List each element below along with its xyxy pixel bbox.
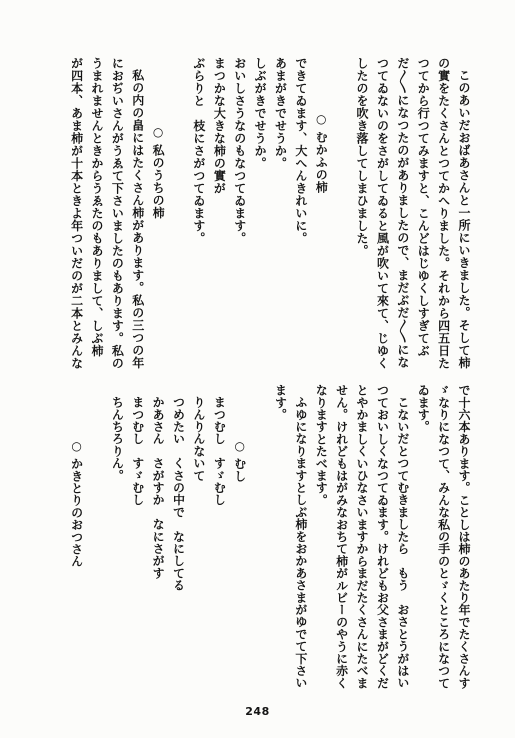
text-column: せん。けれどもはがみなおちて柿がルビーのやうに赤く bbox=[334, 384, 349, 689]
poem-line: まつむし すゞむし bbox=[212, 396, 227, 507]
text-column: で十六本あります。ことしは柿のあたり年でたくさんす bbox=[457, 384, 471, 689]
text-column: ます。 bbox=[273, 384, 288, 421]
text-column: ふゆになりますとしぶ柿をおかあさまがゆでて下さい bbox=[293, 396, 308, 690]
text-column: うまれませんときからうゑたのもありまして、しぶ柿 bbox=[89, 57, 104, 357]
poem-line: りんりんないて bbox=[191, 396, 206, 482]
upper-tier bbox=[66, 57, 474, 371]
text-column: 私の内の畠にはたくさん柿があります。私の三つの年 bbox=[130, 69, 145, 370]
lower-tier bbox=[66, 384, 474, 690]
text-column: つてから行つてみますと、こんどはじゆくしすぎてぶ bbox=[416, 57, 431, 357]
poem-line: しぶがきでせうか。 bbox=[253, 57, 268, 170]
blank-column bbox=[168, 57, 188, 371]
text-column: におぢいさんがうゑて下さいましたのもあります。私の bbox=[110, 57, 125, 370]
poem-line: まつむし すゞむし bbox=[130, 396, 145, 507]
blank-column bbox=[87, 384, 107, 690]
section-heading: ○ 私のうちの柿 bbox=[151, 125, 166, 220]
section-heading: ○ かきとりのおつさん bbox=[69, 439, 84, 568]
text-column: だ〳〵になつたのがありましたので、まだぶだ〳〵にな bbox=[395, 57, 410, 369]
text-column: つてゐないのをさがしてゐると風が吹いて來て、じゆく bbox=[375, 57, 390, 370]
section-heading: ○ むかふの柿 bbox=[314, 112, 329, 194]
text-column: が四本、あま柿が十本ときよ年ついだのが二本とみんな bbox=[69, 57, 84, 370]
poem-line: できてゐます、大へんきれいに。 bbox=[293, 57, 308, 245]
page-number: 248 bbox=[245, 705, 270, 718]
poem-line: おいしさうなのもなつてゐます。 bbox=[232, 57, 247, 245]
text-column: ゞなりになつて、みんな私の手のとゞくところになつて bbox=[436, 384, 451, 689]
text-column: つておいしくなつてゐます。けれどもお父さまがどくだ bbox=[375, 384, 390, 689]
poem-line: まつかな大きな柿の實が bbox=[212, 57, 227, 195]
blank-column bbox=[250, 384, 270, 690]
text-column: こないだとつてむきましたら もう おさとうがはい bbox=[395, 396, 410, 690]
poem-line: ちんちろりん。 bbox=[110, 396, 125, 482]
text-column: の實をたくさんとつてかへりました。それから四五日た bbox=[436, 57, 451, 370]
poem-line: つめたい くさの中で なにしてる bbox=[171, 396, 186, 592]
text-column: このあいだおばあさんと一所にいきました。そして柿 bbox=[457, 69, 471, 370]
text-column: したのを吹き落してしまひました。 bbox=[355, 57, 370, 257]
poem-line: ぶらりと 枝にさがつてゐます。 bbox=[191, 57, 206, 245]
section-heading: ○ むし bbox=[232, 439, 247, 483]
poem-line: あまがきでせうか。 bbox=[273, 57, 288, 170]
text-column: ゐます。 bbox=[416, 384, 431, 433]
blank-column bbox=[331, 57, 351, 371]
text-column: とやかましくいひなさいますからまだたくさんにたべま bbox=[355, 384, 370, 689]
poem-line: かあさん さがすか なにさがす bbox=[151, 396, 166, 580]
text-column: なりますとたべます。 bbox=[314, 384, 329, 506]
